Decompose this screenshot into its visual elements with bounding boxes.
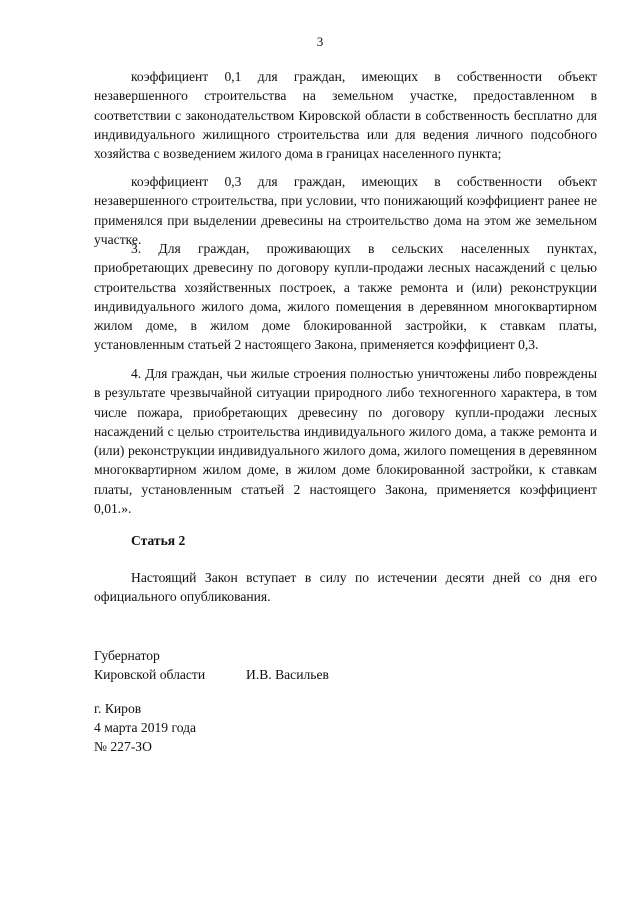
paragraph-block	[94, 67, 597, 163]
paragraph-block	[94, 568, 597, 607]
paragraph-block	[94, 172, 597, 249]
signature-title: Губернатор	[94, 648, 160, 663]
paragraph-block	[94, 364, 597, 518]
paragraph-item-4: 4. Для граждан, чьи жилые строения полностью уничтожены либо повреждены в результате чрезвычайной ситуации природного либо техногенного характера, в том числе пожара, приобретающих древесину по договору купли-продажи лесных насаждений с целью строительства индивидуального жилого дома, а также ремонта и (или) реконструкции индивидуального жилого дома, жилого помещения в деревянном многоквартирном жилом доме, в жилом доме блокированной застройки, к ставкам платы, установленным статьей 2 настоящего Закона, применяется коэффициент 0,01.».	[94, 366, 597, 517]
paragraph-coefficient-0-3: коэффициент 0,3 для граждан, имеющих в собственности объект незавершенного строительства, при условии, что понижающий коэффициент ранее не применялся при выделении древесины на строительство дома на этом же земельном участке.	[94, 174, 597, 247]
article-heading: Статья 2	[131, 533, 186, 548]
signing-date: 4 марта 2019 года	[94, 720, 197, 735]
paragraph-item-3: 3. Для граждан, проживающих в сельских населенных пунктах, приобретающих древесину по договору купли-продажи лесных насаждений с целью строительства хозяйственных построек, а также ремонта и (или) реконструкции индивидуального жилого дома, жилого помещения в деревянном многоквартирном жилом доме, в жилом доме блокированной застройки, к ставкам платы, установленным статьей 2 настоящего Закона, применяется коэффициент 0,3.	[94, 241, 597, 353]
law-number: № 227-ЗО	[94, 739, 152, 754]
paragraph-entry-into-force: Настоящий Закон вступает в силу по истечении десяти дней со дня его официального опубликования.	[94, 570, 597, 605]
paragraph-block	[94, 239, 597, 355]
page-number: 3	[316, 34, 324, 49]
signing-place: г. Киров	[94, 701, 142, 716]
signature-name: И.В. Васильев	[246, 667, 329, 682]
paragraph-coefficient-0-1: коэффициент 0,1 для граждан, имеющих в собственности объект незавершенного строительства на земельном участке, предоставленном в соответствии с законодательством Кировской области в собственность бесплатно для индивидуального жилищного строительства или для ведения личного подсобного хозяйства с возведением жилого дома в границах населенного пункта;	[94, 69, 597, 162]
signature-region: Кировской области	[94, 667, 206, 682]
